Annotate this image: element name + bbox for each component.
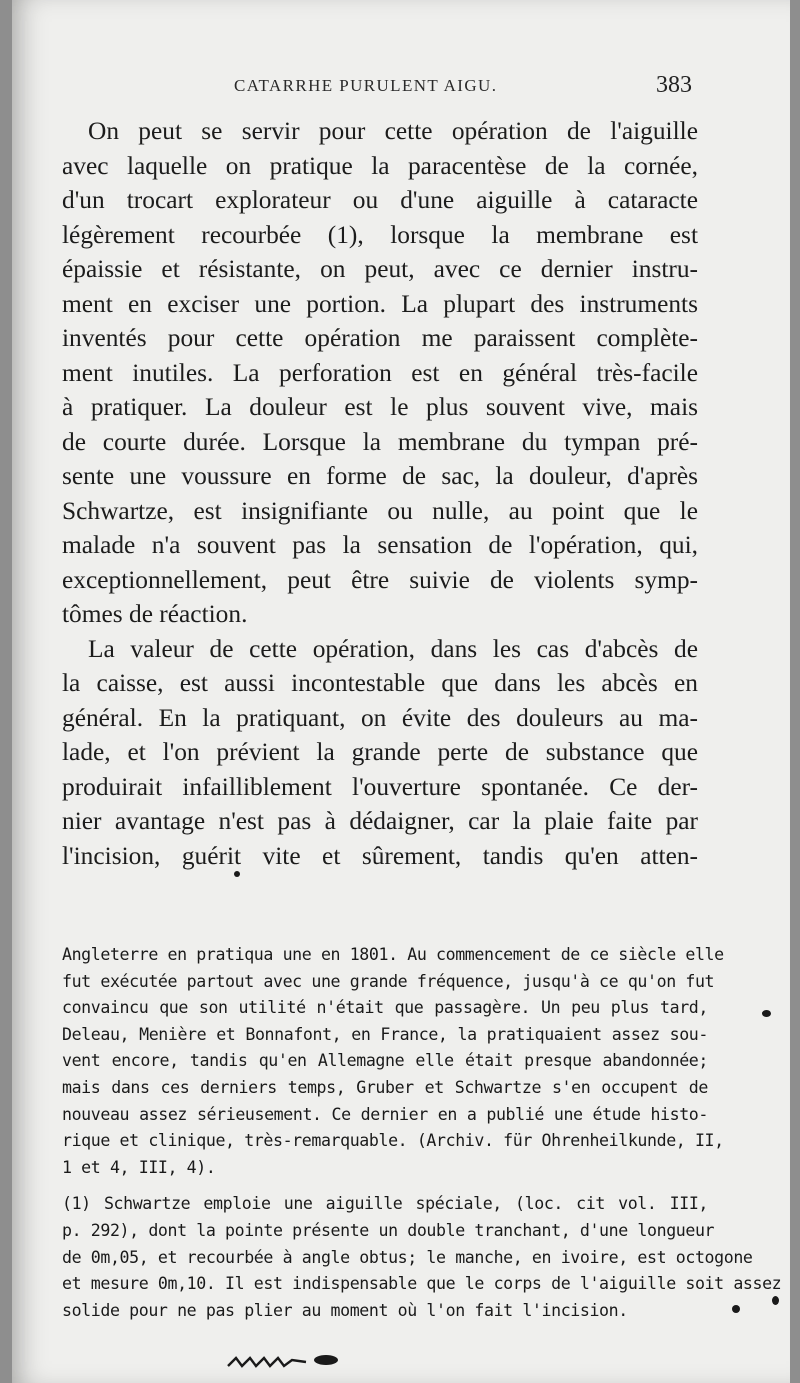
text-line: de courte durée. Lorsque la membrane du tympan pré- bbox=[62, 427, 698, 456]
ink-spot bbox=[762, 1010, 771, 1017]
text-line: épaissie et résistante, on peut, avec ce dernier instru- bbox=[62, 255, 698, 283]
text-line: tômes de réaction. bbox=[62, 600, 248, 628]
footnote-line: Deleau, Menière et Bonnafont, en France, la pratiquaient assez sou- bbox=[62, 1024, 708, 1044]
footnote-line: nouveau assez sérieusement. Ce dernier en a publié une étude histo- bbox=[62, 1104, 708, 1124]
footnote-line: rique et clinique, très-remarquable. (Archiv. für Ohrenheilkunde, II, bbox=[62, 1131, 724, 1151]
footnote-line: solide pour ne pas plier au moment où l'on fait l'incision. bbox=[62, 1300, 628, 1320]
text-line: On peut se servir pour cette opération de l'aiguille bbox=[88, 117, 698, 145]
text-line: lade, et l'on prévient la grande perte de substance que bbox=[62, 738, 698, 766]
paragraph bbox=[62, 632, 698, 874]
footnote-line: mais dans ces derniers temps, Gruber et Schwartze s'en occupent de bbox=[62, 1077, 708, 1097]
text-line: malade n'a souvent pas la sensation de l'opération, qui, bbox=[62, 531, 698, 559]
ink-spot bbox=[772, 1296, 779, 1305]
footnote-line: fut exécutée partout avec une grande fréquence, jusqu'à ce qu'on fut bbox=[62, 971, 715, 991]
footnote-line: convaincu que son utilité n'était que passagère. Un peu plus tard, bbox=[62, 998, 708, 1018]
footnote-line: p. 292), dont la pointe présente un double tranchant, d'une longueur bbox=[62, 1220, 715, 1240]
footnote-line: 1 et 4, III, 4). bbox=[62, 1157, 216, 1177]
text-line: produirait infailliblement l'ouverture spontanée. Ce der- bbox=[62, 772, 698, 801]
text-line: légèrement recourbée (1), lorsque la membrane est bbox=[62, 220, 698, 249]
page-number: 383 bbox=[656, 72, 692, 98]
footnote-line: Angleterre en pratiqua une en 1801. Au commencement de ce siècle elle bbox=[62, 945, 724, 964]
text-line: ment en exciser une portion. La plupart des instruments bbox=[62, 289, 698, 318]
page-header bbox=[12, 72, 790, 106]
text-line: d'un trocart explorateur ou d'une aiguille à cataracte bbox=[62, 186, 698, 214]
footnote-line: vent encore, tandis qu'en Allemagne elle était presque abandonnée; bbox=[62, 1051, 708, 1071]
text-line: nier avantage n'est pas à dédaigner, car la plaie faite par bbox=[62, 807, 698, 835]
text-line: La valeur de cette opération, dans les cas d'abcès de bbox=[88, 634, 698, 663]
footnote-line: et mesure 0m,10. Il est indispensable que le corps de l'aiguille soit assez bbox=[62, 1274, 782, 1294]
text-line: sente une voussure en forme de sac, la douleur, d'après bbox=[62, 462, 698, 490]
text-line: inventés pour cette opération me paraissent complète- bbox=[62, 324, 698, 352]
text-line: l'incision, guérit vite et sûrement, tandis qu'en atten- bbox=[62, 841, 698, 870]
paragraph bbox=[62, 114, 698, 632]
footnote-line: (1) Schwartze emploie une aiguille spéciale, (loc. cit vol. III, bbox=[62, 1194, 708, 1214]
footnote-line: de 0m,05, et recourbée à angle obtus; le manche, en ivoire, est octogone bbox=[62, 1247, 753, 1267]
ink-scrawl bbox=[226, 1352, 346, 1372]
text-line: à pratiquer. La douleur est le plus souvent vive, mais bbox=[62, 393, 698, 421]
text-line: avec laquelle on pratique la paracentèse de la cornée, bbox=[62, 151, 698, 180]
ink-spot bbox=[234, 871, 240, 877]
text-line: général. En la pratiquant, on évite des douleurs au ma- bbox=[62, 703, 698, 732]
footnotes bbox=[62, 942, 782, 1324]
footnote-continuation bbox=[62, 942, 724, 1181]
text-line: exceptionnellement, peut être suivie de violents symp- bbox=[62, 565, 698, 594]
book-page bbox=[12, 0, 790, 1383]
text-line: ment inutiles. La perforation est en général très-facile bbox=[62, 358, 698, 387]
main-text bbox=[62, 114, 698, 873]
running-head: CATARRHE PURULENT AIGU. bbox=[234, 76, 498, 95]
text-line: la caisse, est aussi incontestable que dans les abcès en bbox=[62, 669, 698, 697]
ink-spot bbox=[732, 1305, 740, 1313]
text-line: Schwartze, est insignifiante ou nulle, au point que le bbox=[62, 496, 698, 525]
footnote-1 bbox=[62, 1191, 782, 1324]
